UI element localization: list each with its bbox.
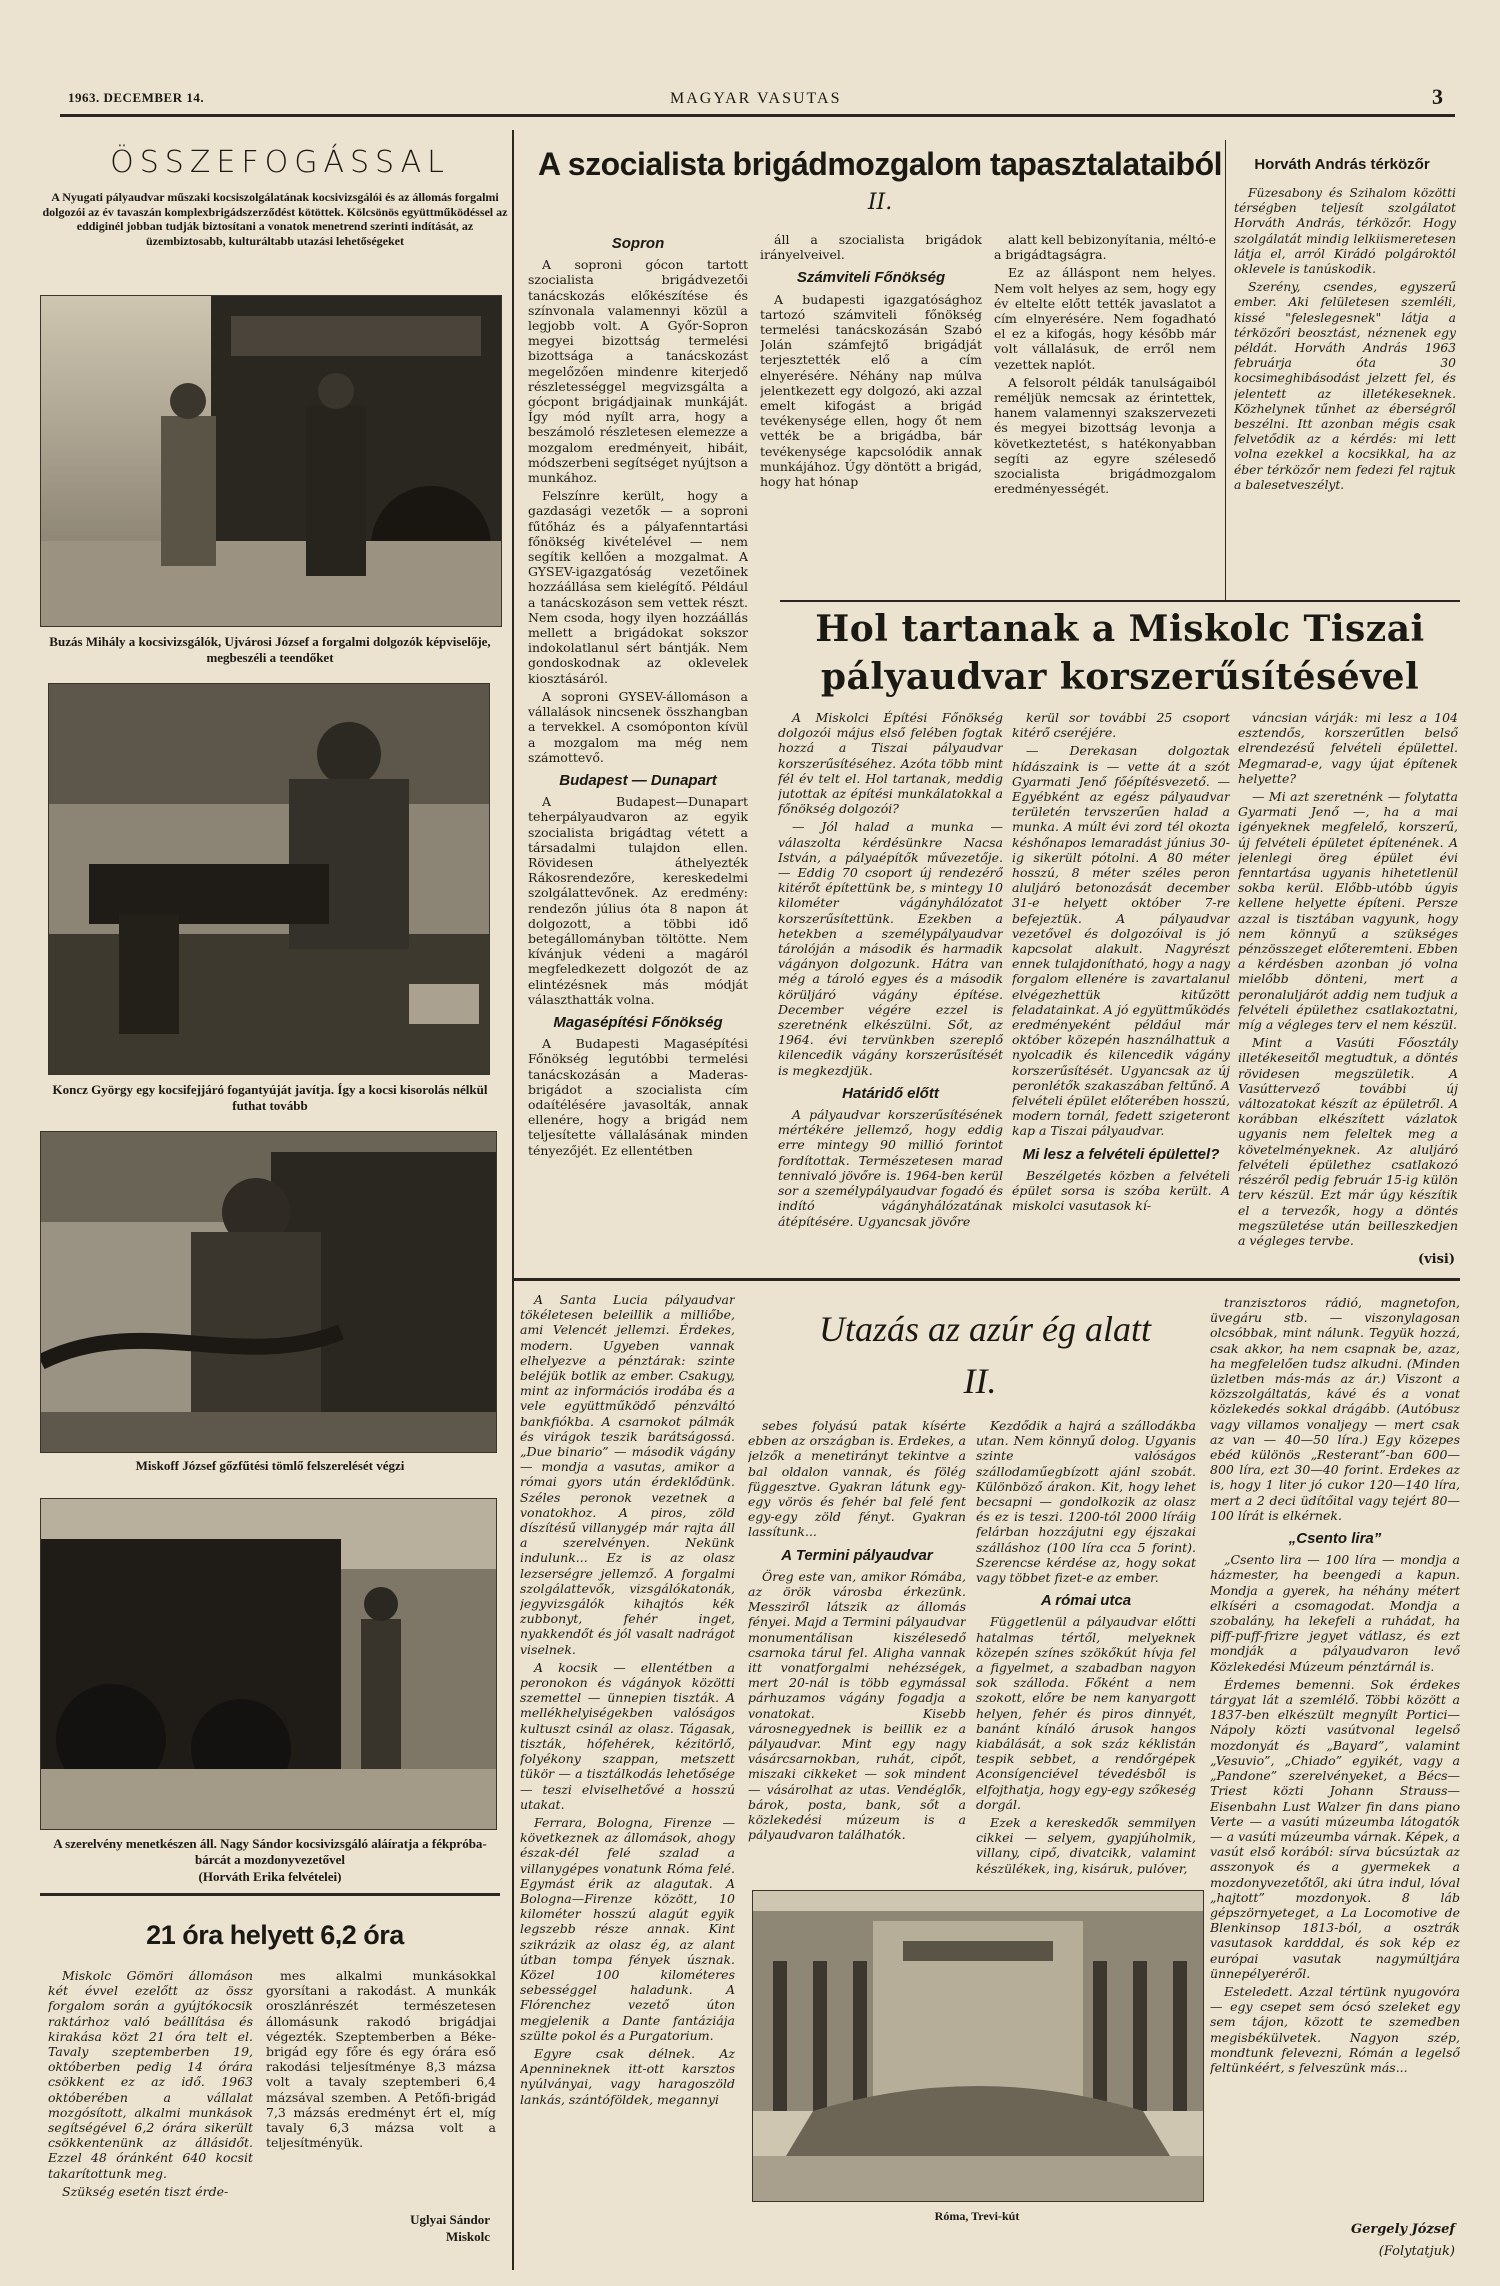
utazas-col1c-text: Ferrara, Bologna, Firenze — következnek az állomások, ahogy észak-dél felé szalad a villanygépes vonatunk Róma felé. Egymást érik az alagutak. A Bologna—Firenze között, 10 kilométer hosszú alagút egyik legszebb része annak. Kint szikrázik az olasz ég, az alant útban tompa fények úsznak. Közel 100 kilométeres sebességgel haladunk. A Flórenchez vezető úton megjelenik a Dante fantáziája szülte pokol és a Purgatorium. [520, 1814, 735, 2043]
header-date: 1963. DECEMBER 14. [68, 90, 205, 105]
ora-col2 [266, 1968, 496, 2208]
utazas-col1 [520, 1292, 735, 2277]
horvath-body [1234, 186, 1456, 566]
brigad-col3 [994, 232, 1216, 592]
brigad-mid-text: áll a szocialista brigádok irányelveivel. [760, 232, 982, 263]
ora-col2-text: mes alkalmi munkásokkal gyorsítani a rakodást. A munkák oroszlánrészét természetesen állomásunk rakodó brigádjai végezték. Szeptemberben a Béke-brigád egy főre és egy órára eső rakodási teljesítménye 8,3 mázsa volt a tavaly szeptemberi 6,4 mázsával szemben. A Petőfi-brigád 7,3 mázsás eredményt ért el, míg tavaly 6,3 mázsa volt a teljesítményük. [266, 1968, 496, 2151]
brigad-sub-magas: Magasépítési Főnökség [553, 1013, 723, 1031]
miskolc-col3-text: váncsian várják: mi lesz a 104 esztendős, korszerűtlen belső elrendezésű felvételi épülettel. Megmarad-e, vagy újat építenek helyette? [1238, 710, 1458, 786]
utazas-col3 [976, 1418, 1196, 1878]
brigad-sopron-text2: Felszínre került, hogy a gazdasági vezetők — a soproni fűtőház és a pályafenntartási főnökség kivételével — nem segítik kellően a mozgalmat. A GYSEV-igazgatóság vezetőinek hozzáállása sem kielégítő. Például a tanácskozáson sem vettek részt. Nem csoda, hogy ilyen hozzáállás mellett a brigádokat sokszor indokolatlanul sért bántják. Nem gondoskodnak az oklevelek kiosztásáról. [528, 488, 748, 686]
utazas-sub-termini: A Termini pályaudvar [781, 1546, 933, 1564]
caption-2: Koncz György egy kocsifejjáró fogantyúját javítja. Így a kocsi kisorolás nélkül futhat tovább [52, 1082, 488, 1113]
brigad-sopron-text: A soproni gócon tartott szocialista brigádvezetői tanácskozás előkészítése és színvonala valamennyi közül a legjobb volt. A Győr-Sopron megyei bizottság termelési bizottsága a tanácskozást megelőzően mindenre kiterjedő részletességgel megvizsgálta a gócpont brigádjainak munkáját. Így mód nyílt arra, hogy a beszámoló részletesen elemezze a mozgalom eredményeit, hibáit, módszerbeni segítséget nyújtson a munkához. [528, 257, 748, 486]
brigad-sopron-text3: A soproni GYSEV-állomáson a vállalások nincsenek összhangban a tervekkel. A csomóponton kívül a mozgalom ma még nem számottevő. [528, 688, 748, 765]
utazas-col3-text: Kezdődik a hajrá a szállodákba utan. Nem könnyű dolog. Ugyanis szinte valóságos szállodaműegbízott ajánl szobát. Különböző árakon. Kit, hogy lehet becsapni — gondolkozik az olasz és ez is teszi. 1200-tól 2000 líráig felárban hozzájutni egy éjszakai szálláshoz (100 líra cca 5 forint). Szerencse kérdése az, hogy sokat vagy többet fizet-e az ember. [976, 1418, 1196, 1586]
utazas-col2-text: sebes folyású patak kísérte ebben az országban is. Erdekes, a jelzők a menetirányt tekintve a bal oldalon vannak, és fölég függesztve. Gyakran látunk egy-egy vörös és fehér bal felé fent egy-egy zöld fényt. Gyakran lassítunk... [748, 1418, 966, 1540]
miskolc-col2-text: kerül sor további 25 csoport kitérő cseréjére. [1012, 710, 1230, 741]
brigad-sub-budapest: Budapest — Dunapart [559, 771, 717, 789]
header-page-number: 3 [1432, 84, 1443, 109]
utazas-col2 [748, 1418, 966, 1878]
miskolc-col3 [1238, 710, 1458, 1250]
miskolc-sub-hatarido: Határidő előtt [842, 1084, 939, 1102]
photo-trevi-fountain [752, 1890, 1204, 2202]
utazas-col3c-text: Ezek a kereskedők semmilyen cikkei — selyem, gyapjúholmik, villany, cipő, divatcikk, valamint készülékek, ing, kisáruk, pulóver, [976, 1815, 1196, 1876]
brigad-right-text3: A felsorolt példák tanulságaiból reméljük nemcsak az érintettek, hanem valamennyi szakszervezeti és megyei bizottság levonja a következtetést, s hatékonyabban segíti az egyre szélesedő szocialista brigádmozgalom eredményességét. [994, 374, 1216, 497]
miskolc-col2c-text: Beszélgetés közben a felvételi épület sorsa is szóba került. A miskolci vasutasok kí- [1012, 1167, 1230, 1214]
brigad-magas-text: A Budapesti Magasépítési Főnökség legutóbbi termelési tanácskozásán a Maderas-brigádot a szocialista cím odaítélésére javasolták, annak ellenére, hogy a brigád nem teljesítette vállalásának minden tényezőjét. Ez ellentétben [528, 1036, 748, 1158]
miskolc-col1-text: A Miskolci Építési Főnökség dolgozói május első felében fogtak hozzá a Tiszai pályaudvar korszerűsítéséhez. Azóta több mint fél év telt el. Hol tartanak, meddig jutottak az építési munkálatokkal a főnökség dolgozói? [778, 710, 1003, 817]
utazas-title: Utazás az azúr ég alatt [818, 1309, 1152, 1349]
page-header [0, 0, 1500, 125]
miskolc-col2b-text: — Derekasan dolgoztak hídászaink is — vette át a szót Gyarmati Jenő főépítésvezető. — Egyébként az egész pályaudvar területén tervszerűen halad a munka. A múlt évi zord tél okozta késhőnapos lemaradást június 30-ig sikerült pótolni. A 80 méter hosszú, 8 méter széles peron aluljáró betonozását december 31-e helyett október 7-re befejeztük. A pályaudvar vezetővel és dolgozóival is jó kapcsolat alakult. Nagyrészt ennek tulajdonítható, hogy a nagy forgalom ellenére is zavartalanul elvégezhettük kitűzött feladatainkat. A jó együttműködés eredményeként például már október közepén használhattuk a nyolcadik és kilencedik vágány korszerűsítését. Ugyancsak az új peronlétők szakaszában feltűnő. A felvételi épület előterében hosszú, modern tornál, fedett szigeteront kap a Tiszai pályaudvar. [1012, 743, 1230, 1139]
left-divider [40, 1893, 500, 1896]
middle-horizontal-rule [512, 1278, 1460, 1281]
brigad-col2 [760, 232, 982, 592]
ora-col1 [48, 1968, 253, 2273]
miskolc-signature: (visi) [1417, 1252, 1455, 1267]
brigad-title: A szocialista brigádmozgalom tapasztalataiból [537, 146, 1223, 182]
photo-steam-hose [40, 1131, 497, 1453]
osszefogassal-title: ÖSSZEFOGÁSSAL [110, 145, 450, 180]
brigad-col1 [528, 228, 748, 1268]
horvath-divider [1225, 140, 1226, 600]
utazas-col1-text: A Santa Lucia pályaudvar tökéletesen beleillik a milliőbe, ami Velencét jellemzi. Érdekes, modern. Ugyeben vannak elhelyezve a pénztárak: szinte beléjük botlik az ember. Csakugy, mint az információs irodába és a vele együttműködő pénzváltó bankfiókba. A csarnokot pálmák és virágok teszik barátságossá. „Due binario” — második vágány — mondja a vasutas, amikor a római gyors után érdeklődünk. Széles peronok vezetnek a vonatokhoz. A piros, zöld díszítésű villanygép már rajta áll a szerelvényen. Nekünk indulunk... Ez is az olasz lezserségre jellemző. A forgalmi szolgálattevők, vizsgálókatonák, jegyvizsgálók kihajtós kék zubbonyt, fehér inget, nyakkendőt és jól vasalt nadrágot viselnek. [520, 1292, 735, 1657]
brigad-budapest-text: A Budapest—Dunapart teherpályaudvaron az egyik szocialista brigádtag vétett a társadalmi tulajdon ellen. Rövidesen áthelyezték Rákosrendezőre, kereskedelmi szolgálattevőnek. Az eredmény: rendezőn július óta 8 napon át dolgozott, a többi idő betegállományban töltötte. Nem kívánjuk védeni a magáról megfeledkezett dolgozót de az elintézésnek más módját választhatták volna. [528, 794, 748, 1007]
utazas-col4b-text: „Csento lira — 100 líra — mondja a házmester, ha beengedi a kapun. Mondja a gyerek, ha néhány métert elkíséri a csomagodat. Mondja a szobalány, ha lekefeli a ruhádat, ha piff-puff-frizre jegyet vátlasz, és ezt mondják a pályaudvaron levő Közlekedési Múzeum pénztárnál is. [1210, 1552, 1460, 1674]
ora-col1-text: Miskolc Gömöri állomáson két évvel ezelőtt az össz forgalom során a gyújtókocsik raktárhoz való beállítása és kirakása közt 21 óra telt el. Tavaly szeptemberben 19, októberben pedig 14 órára csökkent ez az idő. 1963 októberében a vállalat mozgósított, alkalmi munkások segítségével 6,2 órára sikerült csökkentenünk az állásidőt. Ezzel 48 óránként 640 kocsit takarítottunk meg. [48, 1968, 253, 2181]
photo-conductor-meeting [40, 295, 502, 627]
utazas-col1d-text: Egyre csak délnek. Az Apennineknek itt-ott karsztos nyúlványai, vagy haragoszöld lankás, szántóföldek, megannyi [520, 2045, 735, 2107]
ora-signature-place: Miskolc [445, 2229, 490, 2244]
utazas-col1b-text: A kocsik — ellentétben a peronokon és vágányok közötti szemettel — ünnepien tiszták. A mellékhelyiségekben valóságos kultuszt csinál az olasz. Tágasak, tiszták, hófehérek, kézitörlő, folyékony szappan, metszett tükör — a tisztálkodás lehetősége — teszi elviselhetővé a hosszú utakat. [520, 1659, 735, 1812]
trevi-caption: Róma, Trevi-kút [934, 2209, 1020, 2223]
caption-4: A szerelvény menetkészen áll. Nagy Sándor kocsivizsgáló aláíratja a fékpróba-bárcát a mozdonyvezetővel [53, 1836, 487, 1867]
brigad-szamviteli-text: A budapesti igazgatósághoz tartozó számviteli főnökség termelési tanácskozásán Szabó Jolán számfejtő brigádját terjesztették elő a cím elnyerésére. Néhány nap múlva jelentkezett egy dolgozó, aki azzal emelt kifogást a brigád tevékenysége ellen, hogy őt nem vették be a brigádba, bár tevékenysége kapcsolódik annak munkájához. Úgy döntött a brigád, hogy hat hónap [760, 291, 982, 490]
miskolc-col1 [778, 710, 1003, 1265]
miskolc-col3b-text: — Mi azt szeretnénk — folytatta Gyarmati Jenő —, ha a mai igényeknek megfelelő, korszerű, új felvételi épületet építenének. A jelenlegi öreg épület évi fenntartása ugyanis hihetetlenül sokba kerül. Előbb-utóbb úgyis kellene helyette építeni. Persze azzal is tisztában vagyunk, hogy nem könnyű a szükséges pénzösszeget előteremteni. Ebben a kérdésben azonban jó volna mielőbb dönteni, mert a peronaluljárót addig nem tudjuk a felvételi épülethez csatlakoztatni, míg a végleges terv el nem készül. [1238, 789, 1458, 1033]
utazas-sub-ut: A római utca [1040, 1592, 1132, 1610]
miskolc-sub-mi-lesz: Mi lesz a felvételi épülettel? [1022, 1145, 1220, 1163]
horvath-title: Horváth András térközőr [1254, 156, 1430, 173]
utazas-signature: Gergely József [1351, 2222, 1455, 2237]
utazas-col4d-text: Esteledett. Azzal tértünk nyugovóra — egy csepet sem ócsó szeleket egy sem tájon, közott te szemedben megisbékülvetek. Nagyon szép, mondtunk felevezni, Rómán a legelső feltünkéért, s felveszünk más... [1210, 1983, 1460, 2075]
header-rule [60, 114, 1455, 117]
header-paper-name: MAGYAR VASUTAS [670, 90, 842, 107]
utazas-footnote: (Folytatjuk) [1378, 2244, 1455, 2259]
utazas-part: II. [963, 1361, 997, 1401]
miskolc-col1b-text: — Jól halad a munka — válaszolta kérdésünkre Nacsa István, a pályaépítők művezetője. — Eddig 70 csoport új rendezérő kitérőt építettünk be, s mintegy 10 kilométer vágányhálózatot korszerűsítettünk. Ezekben a hetekben a személypályaudvar tárolóján a második és harmadik vágányon dolgozunk. Hátra van még a tároló egyes és a második körüljáró vágány építése. December végére ezzel is szeretnénk elkészülni. Sőt, az 1964. évi tervünkben szereplő kilencedik vágány korszerűsítését is megkezdjük. [778, 819, 1003, 1078]
brigad-part: II. [867, 190, 893, 215]
utazas-col4-text: tranzisztoros rádió, magnetofon, üvegáru stb. — viszonylagosan olcsóbbak, mint nálunk. Tegyük hozzá, csak akkor, ha nem csapnak be, azaz, ha megfelelően tudsz alkudni. (Minden üzletben más-más az ár.) Viszont a közszolgáltatás, kávé és a vonat közlekedés sokkal drágább. (Autóbusz vagy villamos vonaljegy — mert csak az van — 40—50 líra.) Egy közepes ebéd különös „Resterant”-ban 600—800 líra, ezt 30—40 forint. Erdekes az is, hogy 1 liter jó cukor 120—140 líra, mert a 2 deci üdítőital vagy tejért 80—100 lírát is elkérnek. [1210, 1295, 1460, 1523]
photo-train-ready [40, 1498, 497, 1830]
main-vertical-divider [512, 130, 514, 2270]
horvath-text2: Szerény, csendes, egyszerű ember. Aki felületesen szemléli, kissé "feleslegesnek" látja a térközőri beosztást, néznenek egy példát. Horváth András 1963 februárja óta 30 kocsimeghibásodást jelzett fel, és jelentett az illetékeseknek. Közhelynek tűnhet az éberségről beszélni. Itt azonban mégis csak felvetődik az a kérdés: mi lett volna ezekkel a kocsikkal, ha az éber térközőr nem fedezi fel rajtuk a balesetveszélyt. [1234, 280, 1456, 492]
utazas-col4 [1210, 1295, 1460, 2220]
caption-3: Miskoff József gőzfűtési tömlő felszerelését végzi [135, 1458, 405, 1473]
horvath-text1: Füzesabony és Szihalom közötti térségben teljesít szolgálatot Horváth András, térközőr. Hogy szolgálatát mindig lelkiismeretesen látja el, arról Kirádó polgároktól oklevele is tanúskodik. [1234, 186, 1456, 277]
caption-1: Buzás Mihály a kocsivizsgálók, Ujvárosi József a forgalmi dolgozók képviselője, megbeszéli a teendőket [49, 634, 491, 665]
miskolc-col3c-text: Mint a Vasúti Főosztály illetékeseitől megtudtuk, a döntés rövidesen megszületik. A Vasúttervező további új változatokat készít az épületről. A korábban elkészített vázlatok ugyanis nem feleltek meg a követelményeknek. Az aluljáró felvételi épülethez csatlakozó részéről pedig február 15-ig külön terv készül. Ezt már úgy készítik el a tervezők, hogy a döntés megszületése után beilleszkedjen a végleges tervbe. [1238, 1035, 1458, 1248]
brigad-right-text2: Ez az álláspont nem helyes. Nem volt helyes az sem, hogy egy év eltelte előtt tették javaslatot a cím elnyerésére. Nem fogadható el ez a kifogás, hogy később már volt vállalásuk, de erről nem vezettek naplót. [994, 265, 1216, 372]
photo-coupler-repair [48, 683, 490, 1075]
utazas-col2b-text: Öreg este van, amikor Rómába, az örök városba érkezünk. Messziről látszik az állomás fényei. Majd a Termini pályaudvar monumentálisan kiszélesedő csarnoka tárul fel. Aligha vannak itt vonatforgalmi nehézségek, mert 20-nál is több egymással párhuzamos vágány fogadja a vonatokat. Kisebb városnegyednek is beillik ez a pályaudvar. Mint egy nagy vásárcsarnokban, ruhát, cipőt, miszaki cikkeket — sok mindent — vásárolhat az utas. Vendéglők, bárok, posta, bank, sőt a közlekedési múzeum is a pályaudvaron találhatók. [748, 1568, 966, 1843]
brigad-right-text: alatt kell bebizonyítania, méltó-e a brigádtagságra. [994, 232, 1216, 263]
miskolc-col1c-text: A pályaudvar korszerűsítésének mértékére jellemző, hogy eddig erre mintegy 90 millió forintot fordítottak. Természetesen marad tennivaló jövőre is. 1964-ben kerül sor a személypályaudvar fogadó és indító vágányhálózatának átépítésére. Ugyancsak jövőre [778, 1107, 1003, 1229]
utazas-sub-csento: „Csento lira” [1288, 1530, 1382, 1548]
brigad-sub-sopron: Sopron [611, 235, 665, 252]
miskolc-title-line1: Hol tartanak a Miskolc Tiszai [815, 608, 1425, 650]
brigad-sub-szamviteli: Számviteli Főnökség [796, 269, 946, 287]
ora-title: 21 óra helyett 6,2 óra [146, 1920, 404, 1950]
miskolc-title-line2: pályaudvar korszerűsítésével [820, 656, 1420, 698]
utazas-col3b-text: Függetlenül a pályaudvar előtti hatalmas tértől, melyeknek közepén színes szökőkút hívja fel a figyelmet, a szabadban nagyon sok szálloda. Főként a nem szokott, előre be nem kanyargott helyen, fehér és piros dinnyét, banánt kínáló árusok hangos kiabálását, a sok száz kéklistán tespik sebbet, a rendőrgépek Aconsígenciével tévedésből is elfojthatja, hogy egy-egy szőkeség dorgál. [976, 1614, 1196, 1812]
osszefogassal-lead: A Nyugati pályaudvar műszaki kocsiszolgálatának kocsivizsgálói és az állomás forgalmi dolgozói az év tavaszán komplexbrigádszerződést kötöttek. Kölcsönös együttműködéssel az eddiginél jobban tudják biztosítani a vonatok menetrend szerinti indítását, az üzembiztosabb, kulturáltabb utazási lehetőségeket [42, 190, 508, 248]
miskolc-top-rule [780, 600, 1460, 602]
ora-col1b-text: Szükség esetén tiszt érde- [62, 2183, 229, 2199]
ora-signature: Uglyai Sándor [410, 2212, 490, 2227]
photo-credit: (Horváth Erika felvételei) [198, 1869, 342, 1884]
utazas-col4c-text: Érdemes bemenni. Sok érdekes tárgyat lát a szemlélő. Többi között a 1837-ben elkészült megnyílt Portici—Nápoly közti vasútvonal legelső mozdonyát és „Bayard”, valamint „Vesuvio”, „Chiado” egyikét, vagy a „Pandone” szerelvényeket, a Bécs—Triest közti Johann Strauss—Eisenbahn Lust Walzer fin dans piano Verte — a vasúti múzeumba látogatók — a vasúti múzeumba várnak. Képek, a vasút első korából: sírva búcsúztak az asszonyok és a gyermekek a mozdonyvezetőtől, aki útra indul, lóval „hajtott” mozdonyok. 8 láb gépszörnyeteget, a La Locomotive de Blenkinsop 1813-ból, a osztrák vasutasok kardddal, és sok kép ez európai vasutak nagymúltjára ünnepélyeréről. [1210, 1676, 1460, 1981]
miskolc-col2 [1012, 710, 1230, 1265]
